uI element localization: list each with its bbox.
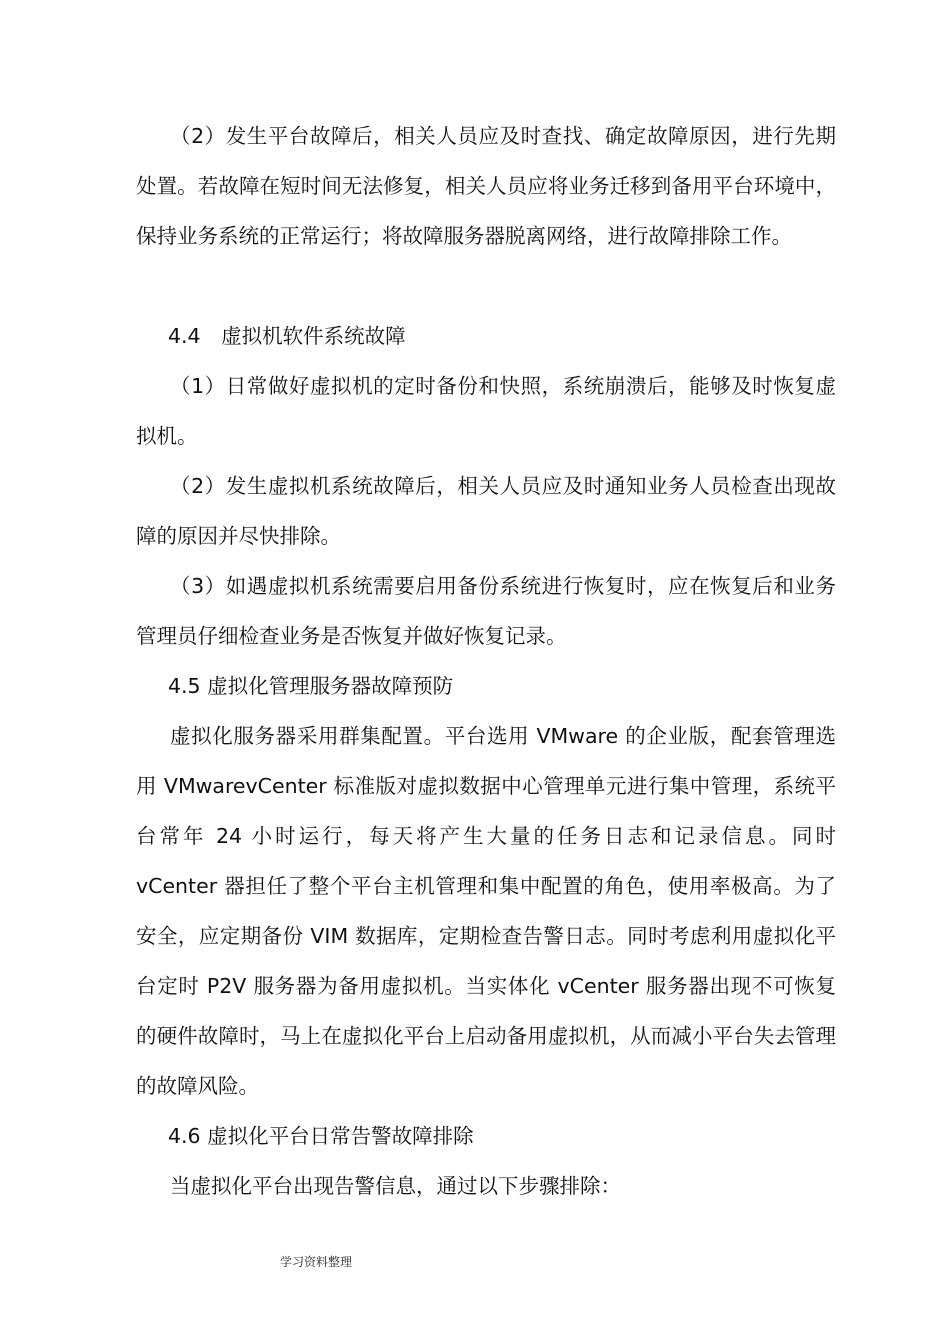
paragraph-alarm-steps: 当虚拟化平台出现告警信息，通过以下步骤排除： (170, 1174, 621, 1198)
paragraph-vm-failure: （2）发生虚拟机系统故障后，相关人员应及时通知业务人员检查出现故障的原因并尽快排除。 (136, 474, 836, 548)
section-heading-4-4: 4.4 虚拟机软件系统故障 (168, 324, 406, 348)
paragraph-vcenter: 虚拟化服务器采用群集配置。平台选用 VMware 的企业版，配套管理选用 VMwarevCenter 标准版对虚拟数据中心管理单元进行集中管理，系统平台常年 24 小时运行，每天将产生大量的任务日志和记录信息。同时 vCenter 器担任了整个平台主机管理和集中配置的角色，使用率极高。为了安全，应定期备份 VIM 数据库，定期检查告警日志。同时考虑利用虚拟化平台定时 P2V 服务器为备用虚拟机。当实体化 vCenter 服务器出现不可恢复的硬件故障时，马上在虚拟化平台上启动备用虚拟机，从而减小平台失去管理的故障风险。 (136, 724, 836, 1098)
section-heading-4-5: 4.5 虚拟化管理服务器故障预防 (168, 674, 454, 698)
paragraph-vm-restore: （3）如遇虚拟机系统需要启用备份系统进行恢复时，应在恢复后和业务管理员仔细检查业务是否恢复并做好恢复记录。 (136, 574, 836, 648)
paragraph-vm-backup: （1）日常做好虚拟机的定时备份和快照，系统崩溃后，能够及时恢复虚拟机。 (136, 374, 836, 448)
section-heading-4-6: 4.6 虚拟化平台日常告警故障排除 (168, 1124, 474, 1148)
paragraph-platform-failure: （2）发生平台故障后，相关人员应及时查找、确定故障原因，进行先期处置。若故障在短时间无法修复，相关人员应将业务迁移到备用平台环境中，保持业务系统的正常运行；将故障服务器脱离网络，进行故障排除工作。 (136, 124, 836, 248)
page-footer: 学习资料整理 (280, 1255, 353, 1269)
